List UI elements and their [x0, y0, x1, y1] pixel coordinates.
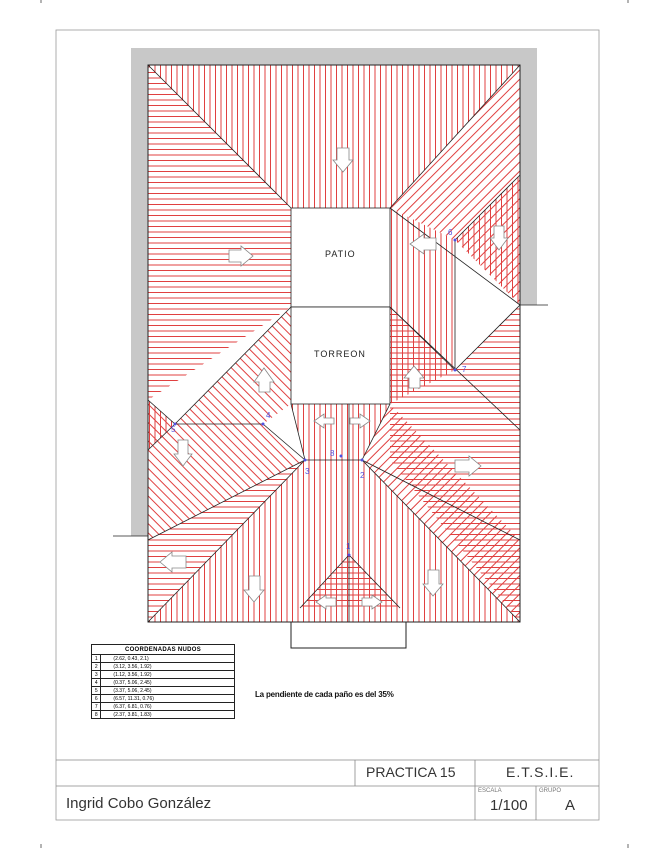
- node-8-marker: [340, 455, 343, 458]
- table-row: [92, 687, 235, 695]
- coordinate-cell: (3.12, 3.56, 1.92): [101, 663, 235, 671]
- node-1-marker: [348, 554, 351, 557]
- coordinate-cell: (2.62, 0.43, 2.1): [101, 655, 235, 663]
- table-row: [92, 703, 235, 711]
- slope-note: La pendiente de cada paño es del 35%: [255, 690, 394, 699]
- coordinate-cell: (1.12, 3.56, 1.92): [101, 671, 235, 679]
- entrance-outline: [291, 622, 406, 648]
- node-id-cell: 8: [92, 711, 101, 719]
- node-2-marker: [361, 459, 364, 462]
- scale-value: 1/100: [490, 797, 528, 814]
- scale-label: ESCALA: [478, 788, 502, 794]
- table-row: [92, 663, 235, 671]
- node-label: 1: [346, 542, 351, 551]
- coordinate-cell: (3.37, 5.06, 2.45): [101, 687, 235, 695]
- node-id-cell: 2: [92, 663, 101, 671]
- patio-label: PATIO: [325, 249, 356, 259]
- node-label: 3: [305, 467, 310, 476]
- node-id-cell: 1: [92, 655, 101, 663]
- table-row: [92, 671, 235, 679]
- table-row: [92, 711, 235, 719]
- coordinates-table: [91, 644, 235, 719]
- node-6-marker: [454, 239, 457, 242]
- author-name: Ingrid Cobo González: [66, 795, 212, 812]
- torreon-label: TORREON: [314, 349, 366, 359]
- node-id-cell: 4: [92, 679, 101, 687]
- node-id-cell: 6: [92, 695, 101, 703]
- practice-title: PRACTICA 15: [366, 764, 456, 780]
- school-name: E.T.S.I.E.: [506, 764, 575, 780]
- group-label: GRUPO: [539, 788, 562, 794]
- node-label: 4: [266, 411, 271, 420]
- node-7-marker: [454, 369, 457, 372]
- coordinate-cell: (0.37, 5.06, 2.45): [101, 679, 235, 687]
- node-id-cell: 7: [92, 703, 101, 711]
- node-label: 6: [448, 228, 453, 237]
- node-label: 7: [462, 365, 467, 374]
- table-row: [92, 695, 235, 703]
- table-row: [92, 679, 235, 687]
- node-label: 5: [171, 425, 176, 434]
- node-id-cell: 3: [92, 671, 101, 679]
- table-header: COORDENADAS NUDOS: [92, 645, 235, 655]
- coordinate-cell: (6.57, 11.31, 0.76): [101, 695, 235, 703]
- coordinate-cell: (6.37, 6.81, 0.76): [101, 703, 235, 711]
- table-row: [92, 655, 235, 663]
- group-value: A: [565, 797, 576, 814]
- node-3-marker: [304, 459, 307, 462]
- node-id-cell: 5: [92, 687, 101, 695]
- node-label: 8: [330, 449, 335, 458]
- coordinate-cell: (2.37, 3.81, 1.83): [101, 711, 235, 719]
- node-label: 2: [360, 471, 365, 480]
- node-4-marker: [262, 423, 265, 426]
